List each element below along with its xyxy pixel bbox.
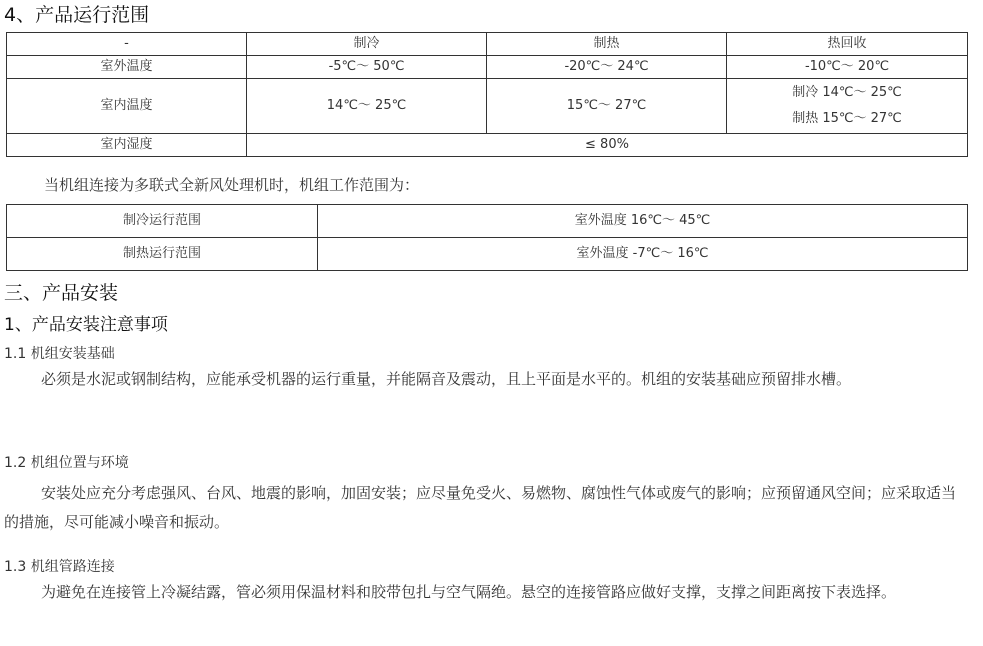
row-label: 制冷运行范围 [7, 205, 318, 238]
cell-cooling: 14℃～ 25℃ [247, 79, 487, 134]
item-heading-location: 1.2 机组位置与环境 [4, 455, 129, 471]
table-header-row [7, 33, 968, 56]
header-cell-blank: - [7, 33, 247, 56]
item-text-piping: 为避免在连接管上冷凝结露，管必须用保温材料和胶带包扎与空气隔绝。悬空的连接管路应做好支撑，支撑之间距离按下表选择。 [41, 583, 897, 601]
table-row-indoor-temp [7, 79, 968, 134]
header-cell-cooling: 制冷 [247, 33, 487, 56]
row-label: 制热运行范围 [7, 238, 318, 271]
chapter-title-installation: 三、产品安装 [4, 282, 119, 304]
heat-recovery-heating-range: 制热 15℃～ 27℃ [792, 111, 902, 126]
cell-heating: -20℃～ 24℃ [487, 56, 727, 79]
table-row-heating-range [7, 238, 968, 271]
table-row-cooling-range [7, 205, 968, 238]
fresh-air-range-table [6, 204, 968, 271]
operating-range-table [6, 32, 968, 157]
subsection-title-precautions: 1、产品安装注意事项 [4, 315, 168, 335]
fresh-air-note: 当机组连接为多联式全新风处理机时，机组工作范围为： [44, 176, 420, 194]
row-label: 室外温度 [7, 56, 247, 79]
table-row-outdoor-temp [7, 56, 968, 79]
item-text-foundation: 必须是水泥或钢制结构，应能承受机器的运行重量，并能隔音及震动，且上平面是水平的。机组的安装基础应预留排水槽。 [41, 370, 852, 388]
cell-heating: 15℃～ 27℃ [487, 79, 727, 134]
heat-recovery-cooling-range: 制冷 14℃～ 25℃ [792, 85, 902, 100]
table-row-indoor-humidity [7, 134, 968, 157]
cell-humidity-merged: ≤ 80% [247, 134, 968, 157]
header-cell-heating: 制热 [487, 33, 727, 56]
header-cell-heat-recovery: 热回收 [727, 33, 968, 56]
cell-value: 室外温度 -7℃～ 16℃ [318, 238, 968, 271]
section-title-operating-range: 4、产品运行范围 [4, 4, 150, 26]
item-heading-foundation: 1.1 机组安装基础 [4, 346, 115, 362]
cell-heat-recovery [727, 79, 968, 134]
item-heading-piping: 1.3 机组管路连接 [4, 559, 115, 575]
cell-cooling: -5℃～ 50℃ [247, 56, 487, 79]
cell-heat-recovery: -10℃～ 20℃ [727, 56, 968, 79]
row-label: 室内温度 [7, 79, 247, 134]
row-label: 室内湿度 [7, 134, 247, 157]
cell-value: 室外温度 16℃～ 45℃ [318, 205, 968, 238]
item-text-location: 安装处应充分考虑强风、台风、地震的影响，加固安装；应尽量免受火、易燃物、腐蚀性气体或废气的影响；应预留通风空间；应采取适当的措施，尽可能减小噪音和振动。 [4, 484, 957, 531]
